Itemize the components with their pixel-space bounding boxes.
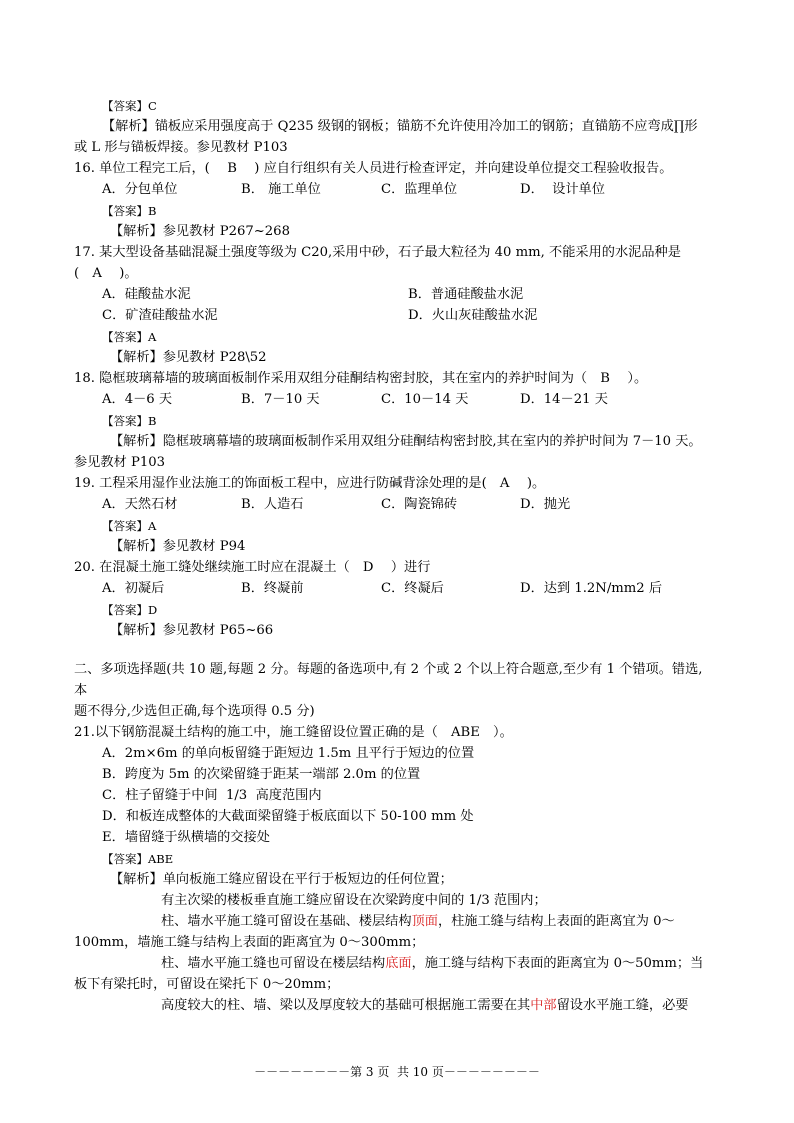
option-item: A．天然石材 bbox=[102, 497, 178, 512]
answer-line: 【答案】B bbox=[102, 204, 157, 218]
option-line: E．墙留缝于纵横墙的交接处 bbox=[102, 830, 270, 845]
option-line: A．2m×6m 的单向板留缝于距短边 1.5m 且平行于短边的位置 bbox=[102, 746, 475, 761]
option-item: D．14－21 天 bbox=[520, 392, 608, 407]
text-segment: 留设水平施工缝，必要 bbox=[556, 998, 689, 1013]
option-item: A．4－6 天 bbox=[102, 392, 173, 407]
text-line: 参见教材 P103 bbox=[74, 455, 165, 470]
text-line: 题不得分,少选但正确,每个选项得 0.5 分) bbox=[74, 704, 315, 719]
page-footer: －－－－－－－－第 3 页 共 10 页－－－－－－－－ bbox=[254, 1065, 540, 1079]
text-segment: 柱、墙水平施工缝可留设在基础、楼层结构 bbox=[161, 914, 412, 929]
text-segment: 高度较大的柱、墙、梁以及厚度较大的基础可根据施工需要在其 bbox=[161, 998, 531, 1013]
analysis-line bbox=[161, 997, 689, 1015]
option-item: D．达到 1.2N/mm2 后 bbox=[520, 581, 663, 596]
answer-line: 【答案】ABE bbox=[102, 852, 174, 866]
answer-line: 【答案】A bbox=[102, 330, 157, 344]
option-item: C．监理单位 bbox=[381, 182, 458, 197]
section-heading: 二、多项选择题(共 10 题,每题 2 分。每题的备选项中,有 2 个或 2 个以上符合题意,至少有 1 个错项。错选, bbox=[74, 662, 703, 677]
option-item: C．陶瓷锦砖 bbox=[381, 497, 458, 512]
option-item: B．普通硅酸盐水泥 bbox=[408, 287, 524, 302]
option-item: B． 施工单位 bbox=[241, 182, 321, 197]
answer-line: 【答案】B bbox=[102, 414, 157, 428]
analysis-line: 【解析】参见教材 P28\52 bbox=[110, 350, 267, 365]
highlight-text: 顶面 bbox=[411, 914, 438, 929]
text-line: ( A )。 bbox=[74, 266, 138, 281]
option-item: A．分包单位 bbox=[102, 182, 178, 197]
question-line: 16. 单位工程完工后，( B ) 应自行组织有关人员进行检查评定，并向建设单位提交工程验收报告。 bbox=[74, 161, 673, 176]
option-item: B．终凝前 bbox=[241, 581, 304, 596]
question-line: 18. 隐框玻璃幕墙的玻璃面板制作采用双组分硅酮结构密封胶，其在室内的养护时间为（ B ）。 bbox=[74, 371, 648, 386]
question-line: 19. 工程采用湿作业法施工的饰面板工程中，应进行防碱背涂处理的是( A )。 bbox=[74, 476, 546, 491]
option-item: A．硅酸盐水泥 bbox=[102, 287, 191, 302]
analysis-line: 【解析】参见教材 P267~268 bbox=[110, 224, 290, 239]
analysis-line: 【解析】参见教材 P94 bbox=[110, 539, 246, 554]
option-line: C．柱子留缝于中间 1/3 高度范围内 bbox=[102, 788, 322, 803]
question-line: 21.以下钢筋混凝土结构的施工中，施工缝留设位置正确的是（ ABE ）。 bbox=[74, 725, 513, 740]
text-line: 有主次梁的楼板垂直施工缝应留设在次梁跨度中间的 1/3 范围内； bbox=[161, 893, 547, 908]
analysis-line bbox=[161, 955, 703, 973]
answer-line: 【答案】C bbox=[102, 99, 157, 113]
text-line: 或 L 形与锚板焊接。参见教材 P103 bbox=[74, 140, 288, 155]
option-item: A．初凝后 bbox=[102, 581, 165, 596]
highlight-text: 中部 bbox=[530, 998, 557, 1013]
answer-line: 【答案】A bbox=[102, 519, 157, 533]
highlight-text: 底面 bbox=[385, 956, 412, 971]
text-segment: ，施工缝与结构下表面的距离宜为 0～50mm；当 bbox=[411, 956, 704, 971]
option-item: C．矿渣硅酸盐水泥 bbox=[102, 308, 218, 323]
option-item: C．10－14 天 bbox=[381, 392, 469, 407]
answer-line: 【答案】D bbox=[102, 603, 158, 617]
question-line: 17. 某大型设备基础混凝土强度等级为 C20,采用中砂，石子最大粒径为 40 mm, 不能采用的水泥品种是 bbox=[74, 245, 681, 260]
option-line: B．跨度为 5m 的次梁留缝于距某一端部 2.0m 的位置 bbox=[102, 767, 421, 782]
text-segment: ，柱施工缝与结构上表面的距离宜为 0～ bbox=[437, 914, 675, 929]
option-item: B．7－10 天 bbox=[241, 392, 320, 407]
text-segment: 柱、墙水平施工缝也可留设在楼层结构 bbox=[161, 956, 386, 971]
analysis-line: 【解析】单向板施工缝应留设在平行于板短边的任何位置； bbox=[110, 872, 453, 887]
option-item: C．终凝后 bbox=[381, 581, 444, 596]
option-item: D． 设计单位 bbox=[520, 182, 605, 197]
option-item: D．火山灰硅酸盐水泥 bbox=[408, 308, 538, 323]
option-item: D．抛光 bbox=[520, 497, 571, 512]
option-item: B．人造石 bbox=[241, 497, 304, 512]
text-line: 板下有梁托时，可留设在梁托下 0～20mm； bbox=[74, 977, 340, 992]
question-line: 20. 在混凝土施工缝处继续施工时应在混凝土（ D ）进行 bbox=[74, 560, 431, 575]
text-line: 100mm，墙施工缝与结构上表面的距离宜为 0～300mm； bbox=[74, 935, 425, 950]
text-line: 本 bbox=[74, 683, 88, 698]
analysis-line bbox=[161, 913, 675, 931]
analysis-line: 【解析】锚板应采用强度高于 Q235 级钢的钢板；锚筋不允许使用冷加工的钢筋；直锚筋不应弯成∏形 bbox=[102, 119, 698, 134]
analysis-line: 【解析】参见教材 P65~66 bbox=[110, 623, 274, 638]
analysis-line: 【解析】隐框玻璃幕墙的玻璃面板制作采用双组分硅酮结构密封胶,其在室内的养护时间为 7－10 天。 bbox=[110, 434, 702, 449]
option-line: D．和板连成整体的大截面梁留缝于板底面以下 50-100 mm 处 bbox=[102, 809, 474, 824]
